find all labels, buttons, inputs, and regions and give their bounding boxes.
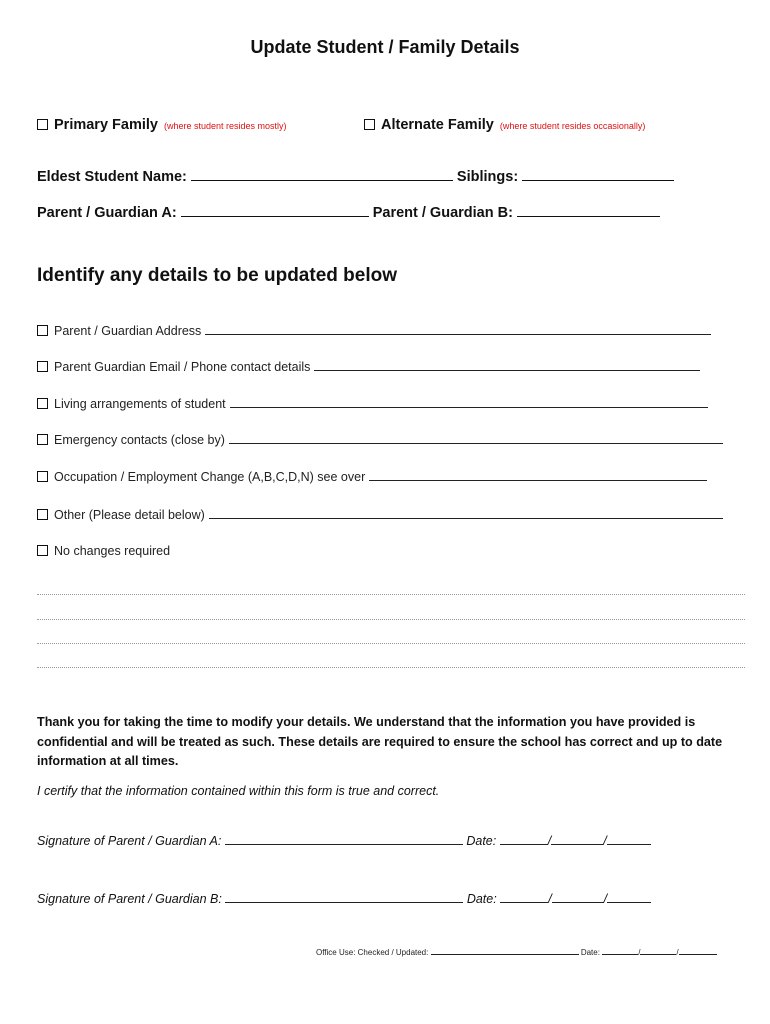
detail-line[interactable] <box>37 619 745 620</box>
alternate-family-checkbox[interactable] <box>364 119 375 130</box>
primary-family-label: Primary Family <box>54 117 158 133</box>
update-item-label: Other (Please detail below) <box>54 508 205 522</box>
office-use-label: Office Use: Checked / Updated: <box>316 948 429 957</box>
signature-a-row <box>37 832 651 848</box>
update-checkbox[interactable] <box>37 361 48 372</box>
update-item-line[interactable] <box>230 395 708 408</box>
signature-a-label: Signature of Parent / Guardian A: <box>37 834 222 848</box>
certify-statement: I certify that the information contained within this form is true and correct. <box>37 784 440 798</box>
update-item-occupation[interactable] <box>37 468 707 484</box>
update-item-line[interactable] <box>314 358 700 371</box>
detail-line[interactable] <box>37 594 745 595</box>
office-date-month[interactable] <box>640 946 679 957</box>
date-separator: / <box>603 892 608 906</box>
signature-a-field[interactable] <box>225 832 463 845</box>
update-item-other[interactable] <box>37 506 723 522</box>
date-year-field[interactable] <box>607 832 651 845</box>
office-date-day[interactable] <box>602 946 641 957</box>
guardian-a-field[interactable] <box>181 202 369 217</box>
update-item-no-changes[interactable] <box>37 544 170 558</box>
update-item-living[interactable] <box>37 395 708 411</box>
date-separator: / <box>547 834 552 848</box>
update-checkbox[interactable] <box>37 325 48 336</box>
detail-line[interactable] <box>37 643 745 644</box>
date-separator: / <box>548 892 552 906</box>
primary-family-checkbox[interactable] <box>37 119 48 130</box>
update-item-contact[interactable] <box>37 358 700 374</box>
date-day-field[interactable] <box>500 890 548 903</box>
update-item-label: Emergency contacts (close by) <box>54 433 225 447</box>
eldest-student-label: Eldest Student Name: <box>37 169 187 185</box>
office-checked-field[interactable] <box>431 946 579 955</box>
update-item-line[interactable] <box>369 468 707 481</box>
guardian-b-field[interactable] <box>517 202 660 217</box>
update-item-address[interactable] <box>37 322 711 338</box>
guardian-a-label: Parent / Guardian A: <box>37 205 177 221</box>
siblings-label: Siblings: <box>456 169 519 185</box>
update-item-line[interactable] <box>229 431 723 444</box>
update-checkbox[interactable] <box>37 398 48 409</box>
alternate-family-option[interactable] <box>364 117 645 133</box>
update-item-line[interactable] <box>209 506 723 519</box>
primary-family-note: (where student resides mostly) <box>163 121 287 131</box>
date-month-field[interactable] <box>551 832 603 845</box>
office-date-year[interactable] <box>679 946 717 955</box>
update-item-label: Parent / Guardian Address <box>54 324 202 338</box>
update-item-line[interactable] <box>205 322 711 335</box>
date-day-field[interactable] <box>500 832 548 845</box>
primary-family-option[interactable] <box>37 117 287 133</box>
date-separator: / <box>638 948 641 957</box>
eldest-student-row <box>37 166 674 185</box>
section-heading: Identify any details to be updated below <box>37 265 397 286</box>
signature-b-field[interactable] <box>225 890 463 903</box>
update-checkbox[interactable] <box>37 545 48 556</box>
alternate-family-label: Alternate Family <box>381 117 494 133</box>
date-separator: / <box>676 948 679 957</box>
alternate-family-note: (where student resides occasionally) <box>499 121 646 131</box>
eldest-student-field[interactable] <box>191 166 453 181</box>
signature-b-label: Signature of Parent / Guardian B: <box>37 892 222 906</box>
signature-b-row <box>37 890 651 906</box>
date-year-field[interactable] <box>607 890 651 903</box>
update-checkbox[interactable] <box>37 434 48 445</box>
detail-line[interactable] <box>37 667 745 668</box>
update-item-emergency[interactable] <box>37 431 723 447</box>
update-item-label: Parent Guardian Email / Phone contact details <box>54 360 311 374</box>
office-use-row <box>316 946 717 957</box>
page-title: Update Student / Family Details <box>250 37 520 57</box>
update-checkbox[interactable] <box>37 471 48 482</box>
siblings-field[interactable] <box>522 166 674 181</box>
update-checkbox[interactable] <box>37 509 48 520</box>
date-label: Date: <box>466 892 497 906</box>
date-separator: / <box>603 834 607 848</box>
update-item-label: Living arrangements of student <box>54 397 226 411</box>
guardian-b-label: Parent / Guardian B: <box>372 205 513 221</box>
update-item-label: No changes required <box>54 544 171 558</box>
thanks-paragraph: Thank you for taking the time to modify your details. We understand that the information you have provided is confidential and will be treated as such. These details are required to ensure the school has correct and up to date information at all times. <box>37 715 723 768</box>
date-month-field[interactable] <box>552 890 604 903</box>
date-label: Date: <box>466 834 497 848</box>
guardian-row <box>37 202 660 221</box>
office-date-label: Date: <box>580 948 600 957</box>
update-item-label: Occupation / Employment Change (A,B,C,D,N) see over <box>54 470 366 484</box>
